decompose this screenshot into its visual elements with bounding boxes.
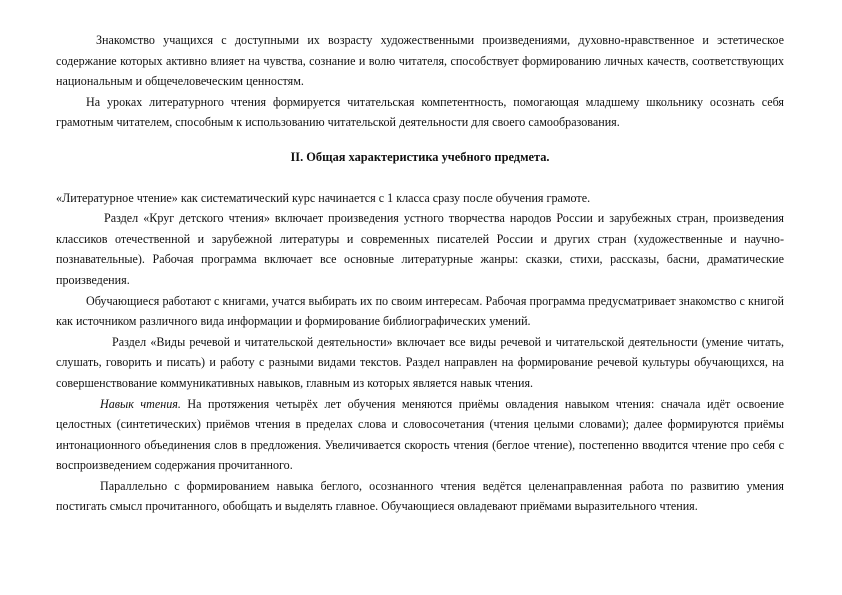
paragraph-reading-circle: Раздел «Круг детского чтения» включает произведения устного творчества народов России и зарубежных стран, произведения классиков отечественной и зарубежной литературы и современных писателей России и других стран (художественные и научно-познавательные). Рабочая программа включает все основные литературные жанры: сказки, стихи, рассказы, басни, драматические произведения. (56, 211, 784, 287)
paragraph-reading-skill (56, 394, 784, 476)
document-page (56, 30, 784, 517)
reading-skill-text: На протяжения четырёх лет обучения меняются приёмы овладения навыком чтения: сначала идёт освоение целостных (синтетических) приёмов чтения в пределах слова и словосочетания (чтения целыми словами); далее формируются приёмы интонационного объединения слов в предложения. Увеличивается скорость чтения (беглое чтение), постепенно вводится чтение про себя с воспроизведением содержания прочитанного. (56, 396, 784, 473)
section-heading: II. Общая характеристика учебного предмета. (290, 149, 550, 164)
paragraph-competence: На уроках литературного чтения формируется читательская компетентность, помогающая младшему школьнику осознать себя грамотным читателем, способным к использованию читательской деятельности для своего самообразования. (56, 94, 784, 130)
paragraph-intro: Знакомство учащихся с доступными их возрасту художественными произведениями, духовно-нравственное и эстетическое содержание которых активно влияет на чувства, сознание и волю читателя, способствует формированию личных качеств, соответствующих национальным и общечеловеческим ценностям. (56, 33, 784, 89)
reading-skill-term: Навык чтения. (100, 396, 181, 411)
paragraph-course: «Литературное чтение» как систематический курс начинается с 1 класса сразу после обучения грамоте. (56, 190, 591, 205)
paragraph-comprehension: Параллельно с формированием навыка беглого, осознанного чтения ведётся целенаправленная работа по развитию умения постигать смысл прочитанного, обобщать и выделять главное. Обучающиеся овладевают приёмами выразительного чтения. (56, 478, 784, 514)
paragraph-speech-activity: Раздел «Виды речевой и читательской деятельности» включает все виды речевой и читательской деятельности (умение читать, слушать, говорить и писать) и работу с разными видами текстов. Раздел направлен на формирование речевой культуры обучающихся, на совершенствование коммуникативных навыков, главным из которых является навык чтения. (56, 334, 784, 390)
paragraph-books: Обучающиеся работают с книгами, учатся выбирать их по своим интересам. Рабочая программа предусматривает знакомство с книгой как источником различного вида информации и формирование библиографических умений. (56, 293, 784, 329)
